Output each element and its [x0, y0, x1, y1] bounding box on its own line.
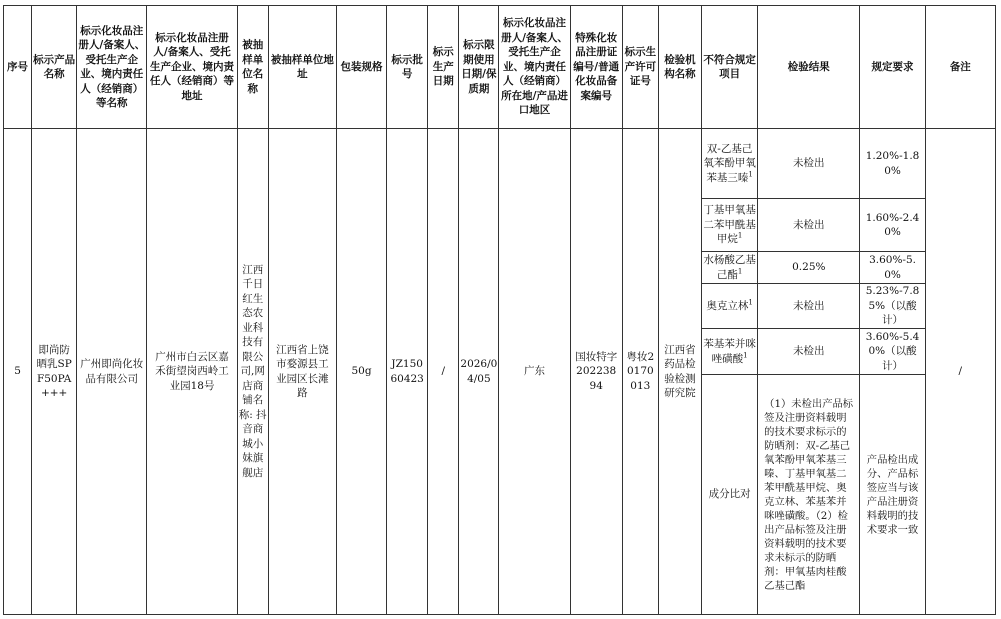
- footnote-mark: 1: [743, 351, 748, 359]
- header-spec: 包装规格: [336, 6, 386, 129]
- cell-requirement: 1.60%-2.40%: [860, 199, 925, 252]
- cell-item: [702, 129, 758, 199]
- footnote-mark: 1: [748, 298, 753, 307]
- cell-requirement: 3.60%-5.40%（以酸计）: [860, 329, 925, 375]
- header-sampled-unit: 被抽样单位名称: [237, 6, 268, 129]
- cell-item: [702, 329, 758, 375]
- item-text: 双-乙基己氧苯酚甲氧苯基三嗪: [703, 142, 756, 184]
- header-seq: 序号: [4, 6, 32, 129]
- table-row: [4, 129, 996, 199]
- header-origin: 标示化妆品注册人/备案人、受托生产企业、境内责任人（经销商）所在地/产品进口地区: [499, 6, 570, 129]
- cell-item: [702, 199, 758, 252]
- item-text: 丁基甲氧基二苯甲酰基甲烷: [703, 204, 756, 246]
- header-batch: 标示批号: [387, 6, 428, 129]
- header-cert-number: 特殊化妆品注册证编号/普通化妆品备案编号: [570, 6, 622, 129]
- cell-cert-number: 国妆特字20223894: [570, 129, 622, 615]
- cell-registrant: 广州即尚化妆品有限公司: [77, 129, 147, 615]
- header-item: 不符合规定项目: [702, 6, 758, 129]
- header-license: 标示生产许可证号: [622, 6, 658, 129]
- cell-item: 成分比对: [702, 375, 758, 615]
- cell-item: [702, 284, 758, 329]
- item-text: 水杨酸乙基己酯: [703, 254, 756, 281]
- cell-requirement: 1.20%-1.80%: [860, 129, 925, 199]
- cell-registrant-address: 广州市白云区嘉禾街望岗西岭工业园18号: [147, 129, 237, 615]
- header-row: [4, 6, 996, 129]
- cell-result: 未检出: [758, 129, 860, 199]
- cell-production-date: /: [428, 129, 459, 615]
- inspection-table: [3, 5, 996, 615]
- header-result: 检验结果: [758, 6, 860, 129]
- cell-origin: 广东: [499, 129, 570, 615]
- cell-requirement: 3.60%-5.0%: [860, 252, 925, 284]
- header-remark: 备注: [925, 6, 995, 129]
- cell-license: 粤妆20170013: [622, 129, 658, 615]
- header-registrant: 标示化妆品注册人/备案人、受托生产企业、境内责任人（经销商）等名称: [77, 6, 147, 129]
- header-product-name: 标示产品名称: [32, 6, 77, 129]
- cell-requirement: 产品检出成分、产品标签应当与该产品注册资料载明的技术要求一致: [860, 375, 925, 615]
- cell-agency: 江西省药品检验检测研究院: [658, 129, 701, 615]
- header-sampled-address: 被抽样单位地址: [268, 6, 336, 129]
- cell-spec: 50g: [336, 129, 386, 615]
- item-text: 奥克立林: [706, 299, 749, 312]
- header-production-date: 标示生产日期: [428, 6, 459, 129]
- cell-product-name: 即尚防晒乳SPF50PA+++: [32, 129, 77, 615]
- footnote-mark: 1: [748, 170, 753, 179]
- cell-sampled-address: 江西省上饶市婺源县工业园区长滩路: [268, 129, 336, 615]
- header-expiry: 标示限期使用日期/保质期: [459, 6, 499, 129]
- cell-result: 未检出: [758, 329, 860, 375]
- cell-requirement: 5.23%-7.85%（以酸计）: [860, 284, 925, 329]
- footnote-mark: 1: [737, 231, 743, 240]
- header-agency: 检验机构名称: [658, 6, 701, 129]
- footnote-mark: 1: [737, 267, 743, 275]
- header-registrant-address: 标示化妆品注册人/备案人、受托生产企业、境内责任人（经销商）等地址: [147, 6, 237, 129]
- cell-result: 未检出: [758, 199, 860, 252]
- cell-remark: /: [925, 129, 995, 615]
- cell-result: 0.25%: [758, 252, 860, 284]
- cell-result: 未检出: [758, 284, 860, 329]
- cell-seq: 5: [4, 129, 32, 615]
- cell-result: （1）未检出产品标签及注册资料载明的技术要求标示的防晒剂：双-乙基己氧苯酚甲氧苯基三嗪、丁基甲氧基二苯甲酰基甲烷、奥克立林、苯基苯并咪唑磺酸。（2）检出产品标签及注册资料载明的技术要求未标示的防晒剂：甲氧基肉桂酸乙基己酯: [758, 375, 860, 615]
- cell-item: [702, 252, 758, 284]
- item-text: 苯基苯并咪唑磺酸: [703, 338, 756, 365]
- cell-sampled-unit: 江西千日红生态农业科技有限公司,网店商铺名称: 抖音商城小妹旗舰店: [237, 129, 268, 615]
- header-requirement: 规定要求: [860, 6, 925, 129]
- cell-batch: JZ15060423: [387, 129, 428, 615]
- cell-expiry: 2026/04/05: [459, 129, 499, 615]
